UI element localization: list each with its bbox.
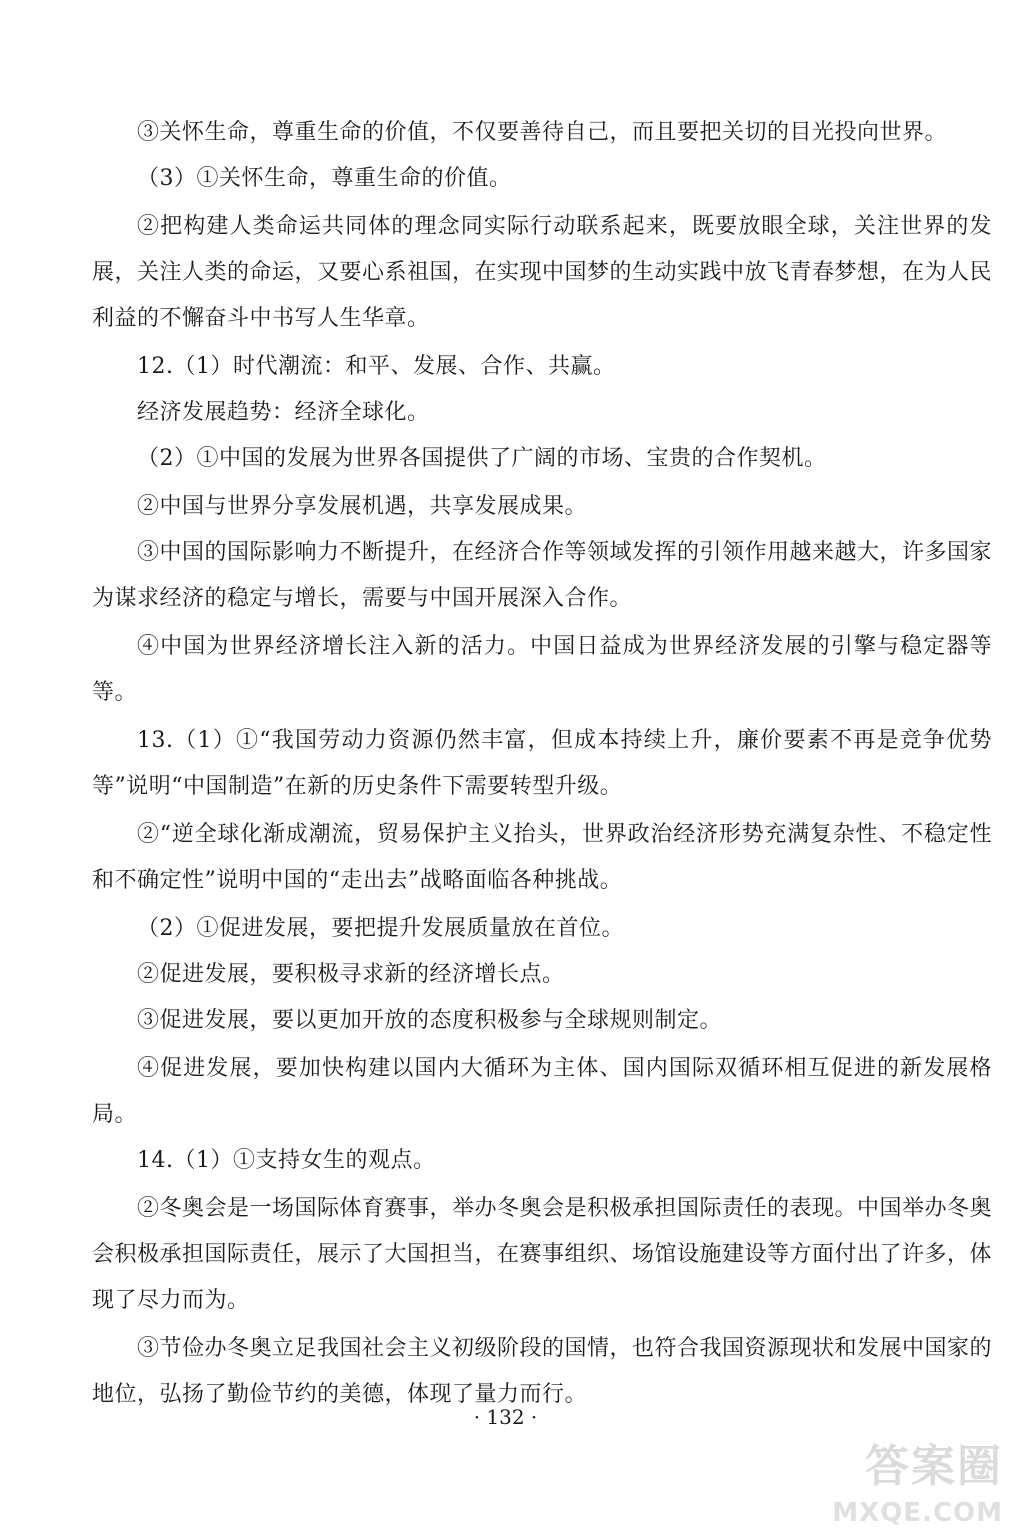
paragraph-11: ②“逆全球化渐成潮流，贸易保护主义抬头，世界政治经济形势充满复杂性、不稳定性和不确定性”说明中国的“走出去”战略面临各种挑战。 [92, 822, 992, 893]
paragraph-8: ③中国的国际影响力不断提升，在经济合作等领域发挥的引领作用越来越大，许多国家为谋求经济的稳定与增长，需要与中国开展深入合作。 [92, 540, 993, 611]
paragraph-10: 13.（1）①“我国劳动力资源仍然丰富，但成本持续上升，廉价要素不再是竞争优势等”说明“中国制造”在新的历史条件下需要转型升级。 [92, 728, 992, 799]
paragraph-18: ③节俭办冬奥立足我国社会主义初级阶段的国情，也符合我国资源现状和发展中国家的地位，弘扬了勤俭节约的美德，体现了量力而行。 [92, 1336, 993, 1407]
paragraph-7: ②中国与世界分享发展机遇，共享发展成果。 [137, 494, 588, 519]
watermark-logo: 答案圈 [865, 1441, 1003, 1492]
watermark [793, 1430, 1003, 1530]
paragraph-1: ③关怀生命，尊重生命的价值，不仅要善待自己，而且要把关切的目光投向世界。 [137, 120, 948, 145]
paragraph-17: ②冬奥会是一场国际体育赛事，举办冬奥会是积极承担国际责任的表现。中国举办冬奥会积极承担国际责任，展示了大国担当，在赛事组织、场馆设施建设等方面付出了许多，体现了尽力而为。 [92, 1196, 993, 1313]
paragraph-13: ②促进发展，要积极寻求新的经济增长点。 [137, 962, 565, 987]
paragraph-5: 经济发展趋势：经济全球化。 [137, 400, 430, 425]
paragraph-6: （2）①中国的发展为世界各国提供了广阔的市场、宝贵的合作契机。 [137, 446, 827, 471]
paragraph-16: 14.（1）①支持女生的观点。 [137, 1148, 436, 1173]
page-number: · 132 · [473, 1405, 538, 1429]
watermark-url: MXQE.COM [832, 1498, 1003, 1528]
paragraph-2: （3）①关怀生命，尊重生命的价值。 [137, 166, 512, 191]
paragraph-15: ④促进发展，要加快构建以国内大循环为主体、国内国际双循环相互促进的新发展格局。 [92, 1056, 992, 1127]
paragraph-14: ③促进发展，要以更加开放的态度积极参与全球规则制定。 [137, 1008, 723, 1033]
paragraph-9: ④中国为世界经济增长注入新的活力。中国日益成为世界经济发展的引擎与稳定器等等。 [92, 634, 992, 705]
paragraph-3: ②把构建人类命运共同体的理念同实际行动联系起来，既要放眼全球，关注世界的发展，关注人类的命运，又要心系祖国，在实现中国梦的生动实践中放飞青春梦想，在为人民利益的不懈奋斗中书写人生华章。 [92, 214, 993, 331]
paragraph-12: （2）①促进发展，要把提升发展质量放在首位。 [137, 916, 624, 941]
paragraph-4: 12.（1）时代潮流：和平、发展、合作、共赢。 [137, 354, 616, 379]
